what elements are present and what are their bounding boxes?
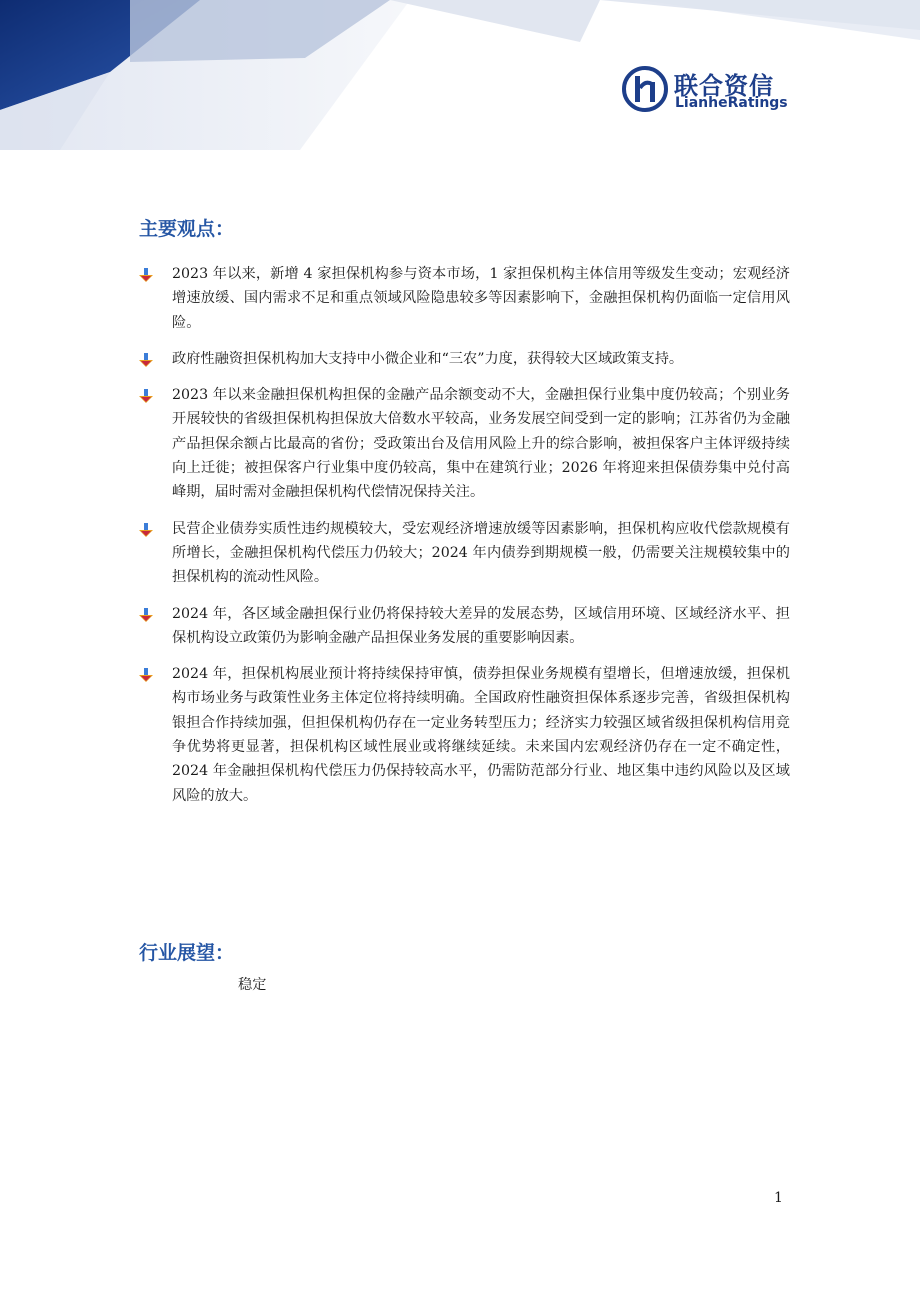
brand-name-en: LianheRatings: [675, 95, 788, 111]
point-text: 2023 年以来金融担保机构担保的金融产品余额变动不大，金融担保行业集中度仍较高；个别业务开展较快的省级担保机构担保放大倍数水平较高，业务发展空间受到一定的影响；江苏省仍为金融产品担保余额占比最高的省份；受政策出台及信用风险上升的综合影响，被担保客户主体评级持续向上迁徙；被担保客户行业集中度仍较高，集中在建筑行业；2026 年将迎来担保债券集中兑付高峰期，届时需对金融担保机构代偿情况保持关注。: [172, 387, 790, 501]
brand-name-cn: 联合资信: [674, 72, 774, 100]
brand-logo: [622, 64, 792, 114]
main-points-list: [138, 262, 790, 820]
list-item: [138, 262, 790, 335]
main-points-title: 主要观点：: [139, 218, 235, 240]
list-item: [138, 662, 790, 808]
outlook-value: 稳定: [238, 977, 267, 993]
arrow-bullet-icon: [138, 667, 154, 683]
arrow-bullet-icon: [138, 267, 154, 283]
list-item: [138, 383, 790, 504]
arrow-bullet-icon: [138, 352, 154, 368]
list-item: [138, 602, 790, 651]
point-text: 2023 年以来，新增 4 家担保机构参与资本市场，1 家担保机构主体信用等级发生变动；宏观经济增速放缓、国内需求不足和重点领域风险隐患较多等因素影响下，金融担保机构仍面临一定信用风险。: [172, 266, 790, 331]
page-number: 1: [774, 1190, 783, 1206]
lianhe-logo-icon: [622, 66, 668, 112]
arrow-bullet-icon: [138, 388, 154, 404]
outlook-title: 行业展望：: [139, 942, 235, 964]
point-text: 政府性融资担保机构加大支持中小微企业和“三农”力度，获得较大区域政策支持。: [172, 350, 684, 367]
arrow-bullet-icon: [138, 607, 154, 623]
point-text: 民营企业债券实质性违约规模较大，受宏观经济增速放缓等因素影响，担保机构应收代偿款规模有所增长，金融担保机构代偿压力仍较大；2024 年内债券到期规模一般，仍需要关注规模较集中的担保机构的流动性风险。: [172, 520, 790, 586]
list-item: [138, 517, 790, 590]
point-text: 2024 年，各区域金融担保行业仍将保持较大差异的发展态势，区域信用环境、区域经济水平、担保机构设立政策仍为影响金融产品担保业务发展的重要影响因素。: [172, 605, 790, 646]
point-text: 2024 年，担保机构展业预计将持续保持审慎，债券担保业务规模有望增长，但增速放缓，担保机构市场业务与政策性业务主体定位将持续明确。全国政府性融资担保体系逐步完善，省级担保机构银担合作持续加强，但担保机构仍存在一定业务转型压力；经济实力较强区域省级担保机构信用竞争优势将更显著，担保机构区域性展业或将继续延续。未来国内宏观经济仍存在一定不确定性，2024 年金融担保机构代偿压力仍保持较高水平，仍需防范部分行业、地区集中违约风险以及区域风险的放大。: [172, 666, 790, 804]
list-item: [138, 347, 790, 371]
arrow-bullet-icon: [138, 522, 154, 538]
